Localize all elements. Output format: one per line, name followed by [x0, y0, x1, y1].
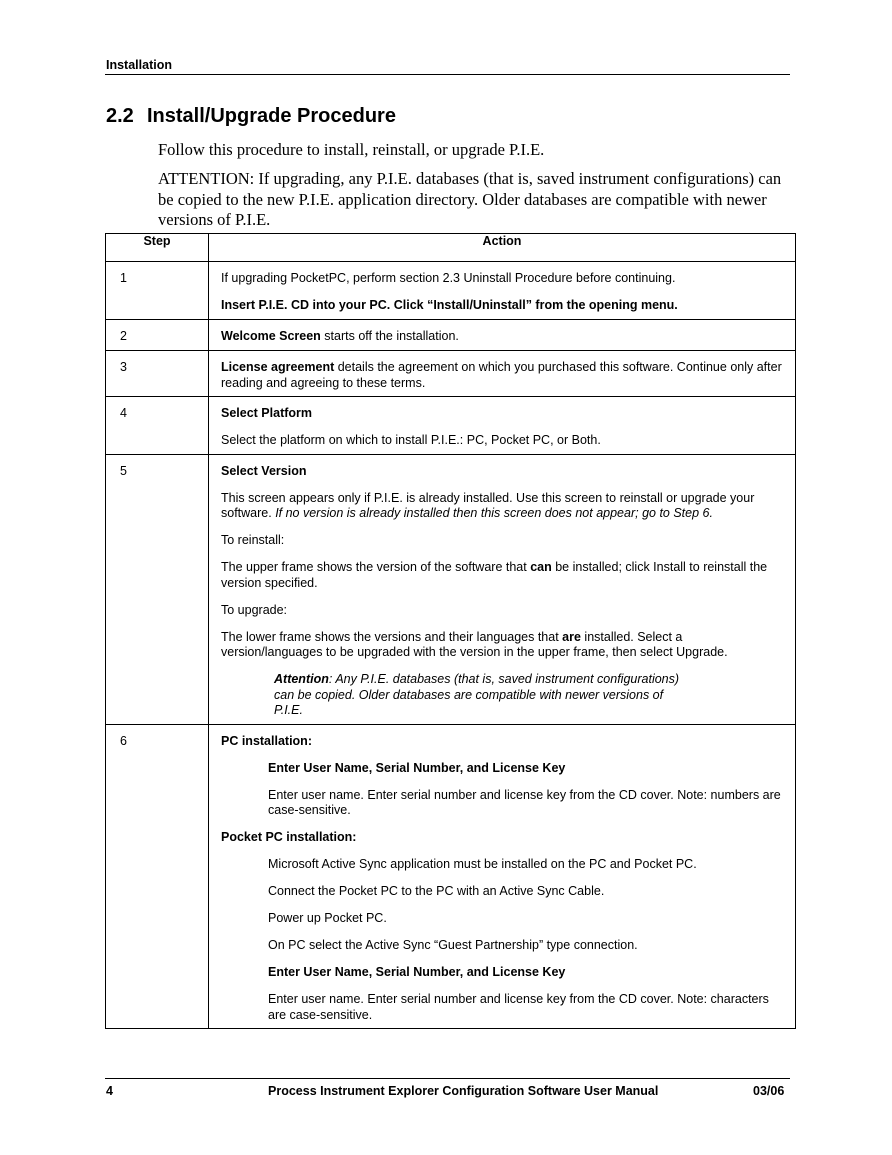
action-text: Enter user name. Enter serial number and license key from the CD cover. Note: characters are case-sensitive. — [268, 992, 769, 1022]
step-action — [209, 262, 796, 320]
section-title: Install/Upgrade Procedure — [147, 105, 396, 127]
table-header-row — [106, 234, 796, 262]
action-text — [221, 329, 783, 345]
action-title: Select Version — [221, 463, 307, 478]
action-text: Enter user name. Enter serial number and license key from the CD cover. Note: numbers are case-sensitive. — [268, 787, 781, 817]
pc-subheading: Enter User Name, Serial Number, and License Key — [268, 760, 566, 775]
pocket-pc-installation-title: Pocket PC installation: — [221, 830, 357, 844]
pc-installation-title: PC installation: — [221, 733, 312, 748]
page-number: 4 — [106, 1084, 113, 1098]
action-text: On PC select the Active Sync “Guest Partnership” type connection. — [268, 938, 638, 952]
action-title: Select Platform — [221, 406, 313, 420]
action-text — [221, 360, 783, 391]
header-rule — [105, 74, 790, 75]
action-text-rest: details the agreement on which you purchased this software. Continue only after reading and agreeing to these terms. — [221, 360, 782, 390]
table-row — [106, 351, 796, 397]
action-text — [221, 491, 783, 522]
action-italic-note: If no version is already installed then this screen does not appear; go to Step 6. — [275, 506, 713, 520]
action-text — [221, 630, 783, 661]
attention-paragraph: ATTENTION: If upgrading, any P.I.E. databases (that is, saved instrument configurations) can be copied to the new P.I.E. application directory. Older databases are compatible with newer versions of P.I.E. — [158, 169, 782, 229]
table-row — [106, 319, 796, 351]
table-row — [106, 397, 796, 455]
action-text: If upgrading PocketPC, perform section 2.3 Uninstall Procedure before continuing. — [221, 271, 676, 285]
action-bold-term: License agreement — [221, 360, 335, 374]
action-text: Microsoft Active Sync application must be installed on the PC and Pocket PC. — [268, 857, 697, 871]
step-number: 3 — [106, 351, 209, 397]
footer-date: 03/06 — [753, 1084, 785, 1098]
action-bold-term: Welcome Screen — [221, 328, 321, 343]
footer-title: Process Instrument Explorer Configuration Software User Manual — [268, 1084, 659, 1098]
section-number: 2.2 — [106, 105, 134, 127]
step-number: 1 — [106, 262, 209, 320]
action-text-rest: The upper frame shows the version of the software that — [221, 560, 531, 574]
step-number: 5 — [106, 454, 209, 724]
action-text: Connect the Pocket PC to the PC with an Active Sync Cable. — [268, 884, 605, 898]
procedure-table — [105, 233, 796, 1029]
intro-paragraph: Follow this procedure to install, reinstall, or upgrade P.I.E. — [158, 140, 545, 159]
action-text-rest: starts off the installation. — [320, 328, 459, 343]
table-row — [106, 454, 796, 724]
step-number: 6 — [106, 724, 209, 1029]
action-text: Power up Pocket PC. — [268, 911, 387, 925]
step-action — [209, 397, 796, 455]
table-row — [106, 724, 796, 1029]
column-header-action: Action — [209, 234, 796, 262]
running-header: Installation — [106, 58, 172, 72]
action-bold-term: can — [530, 560, 552, 574]
step-number: 2 — [106, 319, 209, 351]
footer-rule — [105, 1078, 790, 1079]
action-text-rest: This screen appears only if P.I.E. is already installed. Use this screen to reinstall or upgrade your software. — [221, 490, 755, 520]
action-text-rest: be installed; click Install to reinstall the version specified. — [221, 560, 768, 590]
pocket-pc-subheading: Enter User Name, Serial Number, and License Key — [268, 965, 566, 979]
action-text-rest: installed. Select a version/languages to be upgraded with the version in the upper frame, then select Upgrade. — [221, 629, 728, 659]
step-action — [209, 724, 796, 1029]
step-action — [209, 351, 796, 397]
action-text: Insert P.I.E. CD into your PC. Click “Install/Uninstall” from the opening menu. — [221, 298, 678, 312]
step-action — [209, 319, 796, 351]
action-text: Select the platform on which to install P.I.E.: PC, Pocket PC, or Both. — [221, 433, 601, 447]
column-header-step: Step — [106, 234, 209, 262]
step-number: 4 — [106, 397, 209, 455]
table-row — [106, 262, 796, 320]
action-bold-term: are — [562, 629, 581, 644]
reinstall-label: To reinstall: — [221, 533, 285, 547]
attention-text: : Any P.I.E. databases (that is, saved instrument configurations) can be copied. Older databases are compatible with newer versions of P.I.E. — [274, 672, 680, 717]
action-text-rest: The lower frame shows the versions and their languages that — [221, 629, 563, 644]
step-action — [209, 454, 796, 724]
attention-label: Attention — [274, 672, 329, 686]
attention-note — [274, 672, 693, 719]
section-heading — [106, 105, 396, 128]
action-text — [221, 560, 783, 591]
upgrade-label: To upgrade: — [221, 602, 288, 617]
